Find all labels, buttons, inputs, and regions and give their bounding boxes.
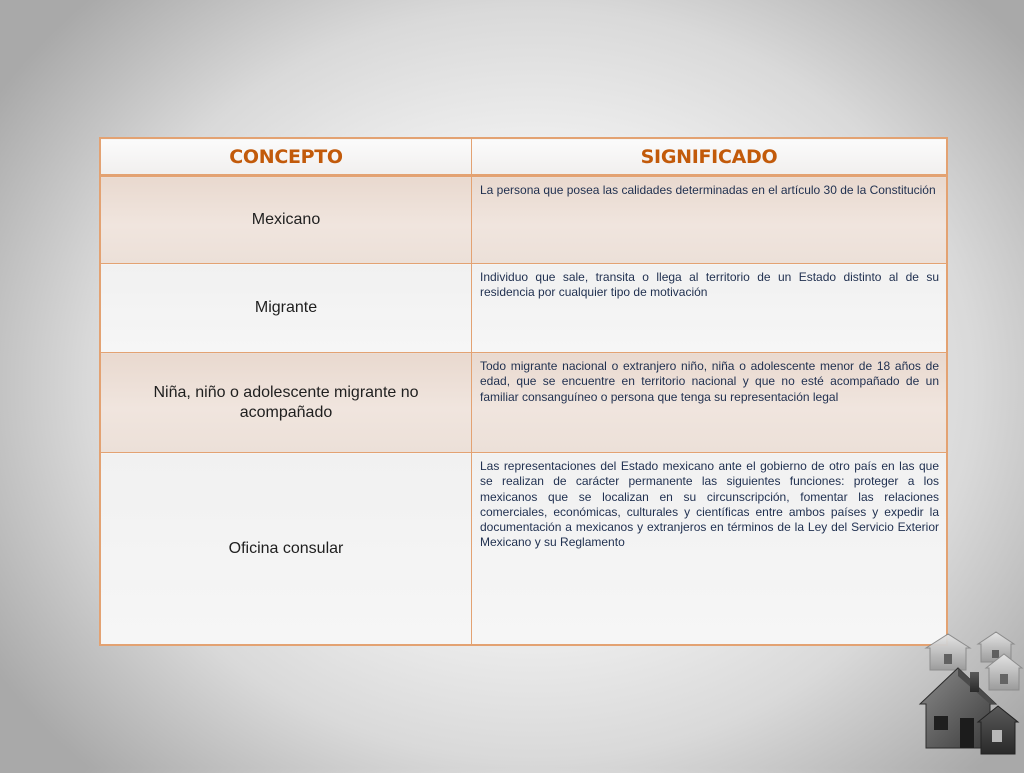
concept-cell: Migrante [101,264,472,353]
table-row [101,176,947,264]
concept-cell: Niña, niño o adolescente migrante no acompañado [101,353,472,453]
meaning-cell: Las representaciones del Estado mexicano ante el gobierno de otro país en las que se realizan de carácter permanente las siguientes funciones: proteger a los mexicanos que se localizan en su circunscripción, fomentar las relaciones comerciales, económicas, culturales y científicas entre ambos países y expedir la documentación a mexicanos y extranjeros en términos de la Ley del Servicio Exterior Mexicano y su Reglamento [472,453,947,645]
concept-cell: Mexicano [101,176,472,264]
header-meaning: SIGNIFICADO [472,139,947,176]
header-concept: CONCEPTO [101,139,472,176]
concept-cell: Oficina consular [101,453,472,645]
meaning-cell: La persona que posea las calidades determinadas en el artículo 30 de la Constitución [472,176,947,264]
houses-icon [918,626,1024,768]
definitions-table [100,138,947,645]
meaning-cell: Individuo que sale, transita o llega al territorio de un Estado distinto al de su residencia por cualquier tipo de motivación [472,264,947,353]
table-header-row [101,139,947,176]
table-row [101,353,947,453]
meaning-cell: Todo migrante nacional o extranjero niño, niña o adolescente menor de 18 años de edad, que se encuentre en territorio nacional y que no esté acompañado de un familiar consanguíneo o persona que tenga su representación legal [472,353,947,453]
concept-table [99,137,948,646]
table-row [101,264,947,353]
table-row [101,453,947,645]
